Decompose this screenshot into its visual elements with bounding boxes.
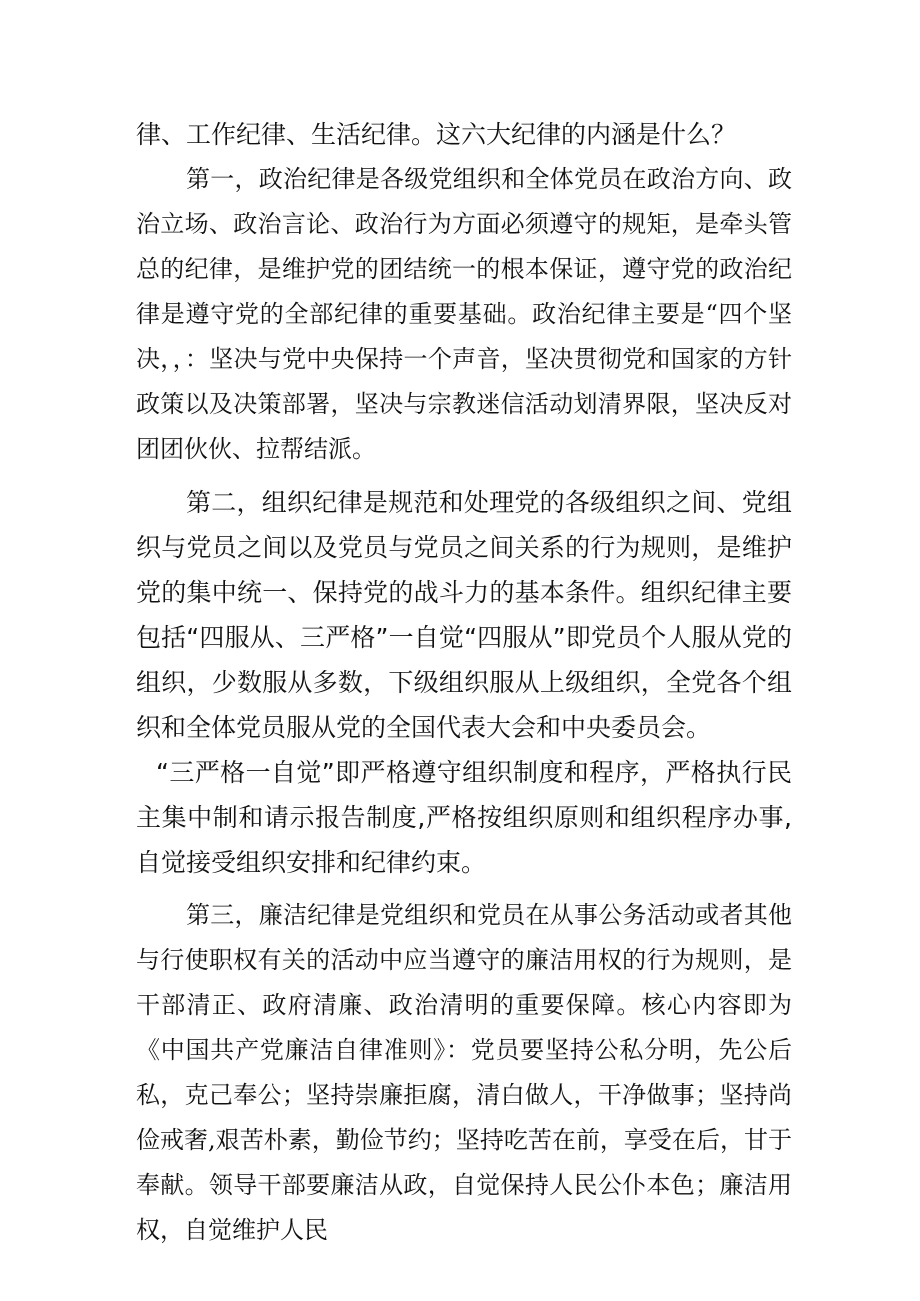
document-page xyxy=(136,112,792,1253)
paragraph-integrity-discipline: 第三，廉洁纪律是党组织和党员在从事公务活动或者其他与行使职权有关的活动中应当遵守的廉洁用权的行为规则，是干部清正、政府清廉、政治清明的重要保障。核心内容即为《中国共产党廉洁自律准则》：党员要坚持公私分明，先公后私，克己奉公；坚持崇廉拒腐，清白做人，干净做事；坚持尚俭戒奢,艰苦朴素，勤俭节约；坚持吃苦在前，享受在后，甘于奉献。领导干部要廉洁从政，自觉保持人民公仆本色；廉洁用权，自觉维护人民 xyxy=(136,901,792,1244)
paragraph-organizational-discipline: 第二，组织纪律是规范和处理党的各级组织之间、党组织与党员之间以及党员与党员之间关系的行为规则，是维护党的集中统一、保持党的战斗力的基本条件。组织纪律主要包括“四服从、三严格”一自觉“四服从”即党员个人服从党的组织，少数服从多数，下级组织服从上级组织，全党各个组织和全体党员服从党的全国代表大会和中央委员会。 xyxy=(136,488,792,742)
paragraph-intro-continued: 律、工作纪律、生活纪律。这六大纪律的内涵是什么？ xyxy=(136,120,737,149)
paragraph-three-strict-one-conscious: “三严格一自觉”即严格遵守组织制度和程序，严格执行民主集中制和请示报告制度,严格按组织原则和组织程序办事,自觉接受组织安排和纪律约束。 xyxy=(136,758,792,877)
paragraph-political-discipline: 第一，政治纪律是各级党组织和全体党员在政治方向、政治立场、政治言论、政治行为方面必须遵守的规矩，是牵头管总的纪律，是维护党的团结统一的根本保证，遵守党的政治纪律是遵守党的全部纪律的重要基础。政治纪律主要是“四个坚决，，：坚决与党中央保持一个声音，坚决贯彻党和国家的方针政策以及决策部署，坚决与宗教迷信活动划清界限，坚决反对团团伙伙、拉帮结派。 xyxy=(136,165,792,463)
